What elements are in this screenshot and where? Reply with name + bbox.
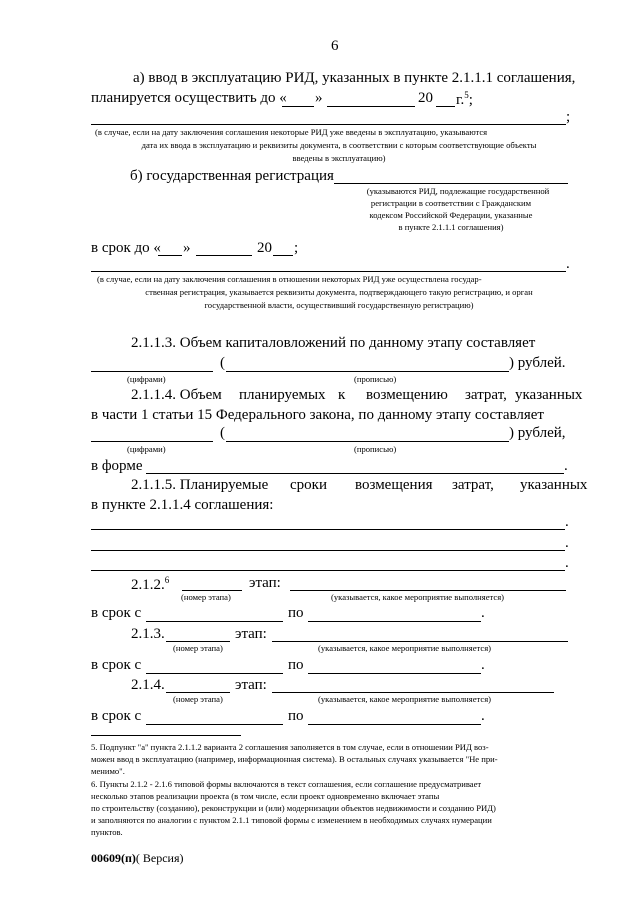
term-from: в срок с <box>91 708 142 724</box>
hint-digits: (цифрами) <box>127 374 166 384</box>
note-line: ственная регистрация, указывается реквизиты документа, подтверждающего такую регистрацию, и орган <box>145 287 533 297</box>
term-end: ; <box>294 240 299 256</box>
fill-line <box>91 570 565 571</box>
stage-number <box>131 626 165 643</box>
note-line: государственной власти, осуществивший государственную регистрацию) <box>204 300 474 310</box>
dot: . <box>481 605 485 621</box>
note-line: введены в эксплуатацию) <box>292 153 386 163</box>
dot: . <box>565 555 569 571</box>
amount-words-line <box>226 441 509 442</box>
registration-line <box>334 183 568 184</box>
clause-2115-word: указанных <box>520 477 588 493</box>
document-code <box>91 851 184 866</box>
section-a-quote: » <box>315 90 323 106</box>
semicolon: ; <box>468 92 473 108</box>
section-a-line1: а) ввод в эксплуатацию РИД, указанных в пункте 2.1.1.1 соглашения, <box>133 70 576 86</box>
document-code-number: 00609(п) <box>91 851 136 865</box>
page-number: 6 <box>331 38 339 54</box>
term-from-line <box>146 673 283 674</box>
note-line: (в случае, если на дату заключения соглашения некоторые РИД уже введены в эксплуатацию, указываются <box>95 127 488 137</box>
dot: . <box>481 708 485 724</box>
stage-desc-line <box>272 692 554 693</box>
hint-stage-number: (номер этапа) <box>173 694 223 704</box>
stage-num-text: 2.1.4. <box>131 677 165 693</box>
dot: . <box>565 535 569 551</box>
hint-words: (прописью) <box>354 444 397 454</box>
hint-stage-desc: (указывается, какое мероприятие выполняется) <box>331 592 505 602</box>
footnote-6: по строительству (созданию), реконструкции и (или) модернизации объектов недвижимости и созданию РИД) <box>91 803 496 813</box>
stage-number-line <box>182 590 242 591</box>
section-a-line2-start: планируется осуществить до « <box>91 90 287 106</box>
stage-number <box>131 677 165 694</box>
term-start: в срок до « <box>91 240 161 256</box>
year-suffix: г. <box>456 92 465 108</box>
footnote-6: 6. Пункты 2.1.2 - 2.1.6 типовой формы включаются в текст соглашения, если соглашение предусматривает <box>91 779 482 789</box>
open-paren: ( <box>220 355 225 371</box>
fill-line <box>91 124 566 125</box>
stage-num-text: 2.1.2. <box>131 577 165 593</box>
term-to: по <box>288 708 304 724</box>
clause-2114-line2: в части 1 статьи 15 Федерального закона, по данному этапу составляет <box>91 407 544 423</box>
hint-stage-number: (номер этапа) <box>181 592 231 602</box>
clause-2114-word: указанных <box>515 387 583 403</box>
clause-2114-word: к <box>338 387 346 403</box>
fill-line <box>91 529 565 530</box>
term-to-line <box>308 673 481 674</box>
term-quote: » <box>183 240 191 256</box>
fill-line <box>91 550 565 551</box>
date-year-line <box>273 255 293 256</box>
section-b-label: б) государственная регистрация <box>130 168 334 184</box>
date-day-line <box>282 106 314 107</box>
footnote-ref-6: 6 <box>164 575 170 585</box>
clause-2114-word: планируемых <box>239 387 326 403</box>
date-month-line <box>327 106 415 107</box>
amount-digits-line <box>91 441 213 442</box>
dot: . <box>564 458 568 474</box>
clause-2114-word: возмещению <box>366 387 448 403</box>
stage-num-text: 2.1.3. <box>131 626 165 642</box>
date-year-line <box>436 106 455 107</box>
dot: . <box>481 657 485 673</box>
clause-2114-word: затрат, <box>465 387 507 403</box>
note-line: (в случае, если на дату заключения соглашения в отношении некоторых РИД уже осуществлена государ- <box>97 274 482 284</box>
term-from-line <box>146 621 283 622</box>
rubles-label: ) рублей. <box>509 355 566 371</box>
amount-digits-line <box>91 371 213 372</box>
section-a-year: 20 <box>418 90 433 106</box>
footnote-6: несколько этапов реализации проекта (в том числе, если проект одновременно включает этапы <box>91 791 440 801</box>
footnote-5: менимо". <box>91 766 125 776</box>
section-a-year-suffix <box>456 90 473 109</box>
stage-number-line <box>166 692 230 693</box>
term-to-line <box>308 724 481 725</box>
stage-label: этап: <box>249 575 281 591</box>
stage-desc-line <box>272 641 568 642</box>
clause-2115-line2: в пункте 2.1.1.4 соглашения: <box>91 497 274 513</box>
stage-desc-line <box>290 590 566 591</box>
clause-2115-word: затрат, <box>452 477 494 493</box>
clause-2115-word: 2.1.1.5. Планируемые <box>131 477 269 493</box>
stage-label: этап: <box>235 626 267 642</box>
term-from-line <box>146 724 283 725</box>
form-line <box>146 473 564 474</box>
term-to: по <box>288 657 304 673</box>
clause-2114-word: 2.1.1.4. Объем <box>131 387 222 403</box>
hint-words: (прописью) <box>354 374 397 384</box>
document-version: ( Версия) <box>135 851 184 865</box>
hint-stage-desc: (указывается, какое мероприятие выполняется) <box>318 643 492 653</box>
clause-2115-word: сроки <box>290 477 327 493</box>
hint-line: (указываются РИД, подлежащие государственной <box>366 186 550 196</box>
stage-number <box>131 575 169 594</box>
open-paren: ( <box>220 425 225 441</box>
footnote-separator <box>91 735 241 736</box>
semicolon: ; <box>566 109 571 125</box>
amount-words-line <box>226 371 509 372</box>
footnote-ref-5: 5 <box>464 90 469 100</box>
hint-digits: (цифрами) <box>127 444 166 454</box>
footnote-6: и заполняются по аналогии с пунктом 2.1.1 типовой формы с изменением в необходимых случаях нумерации <box>91 815 492 825</box>
hint-stage-number: (номер этапа) <box>173 643 223 653</box>
rubles-label: ) рублей, <box>509 425 566 441</box>
hint-line: кодексом Российской Федерации, указанные <box>369 210 533 220</box>
term-from: в срок с <box>91 605 142 621</box>
hint-line: в пункте 2.1.1.1 соглашения) <box>398 222 504 232</box>
term-to: по <box>288 605 304 621</box>
footnote-6: пунктов. <box>91 827 123 837</box>
stage-label: этап: <box>235 677 267 693</box>
hint-line: регистрации в соответствии с Гражданским <box>370 198 532 208</box>
stage-number-line <box>166 641 230 642</box>
note-line: дата их ввода в эксплуатацию и реквизиты документа, в соответствии с которым соответствующие объекты <box>141 140 537 150</box>
term-to-line <box>308 621 481 622</box>
clause-2115-word: возмещения <box>355 477 433 493</box>
fill-line <box>91 271 566 272</box>
hint-stage-desc: (указывается, какое мероприятие выполняется) <box>318 694 492 704</box>
dot: . <box>566 256 570 272</box>
term-year: 20 <box>257 240 272 256</box>
date-day-line <box>158 255 182 256</box>
term-from: в срок с <box>91 657 142 673</box>
dot: . <box>565 514 569 530</box>
footnote-5: можен ввод в эксплуатацию (например, информационная система). В остальных случаях указывается "Не при- <box>91 754 498 764</box>
footnote-5: 5. Подпункт "а" пункта 2.1.1.2 варианта 2 соглашения заполняется в том случае, если в отношении РИД воз- <box>91 742 489 752</box>
date-month-line <box>196 255 252 256</box>
form-label: в форме <box>91 458 143 474</box>
clause-2113: 2.1.1.3. Объем капиталовложений по данному этапу составляет <box>131 335 536 351</box>
